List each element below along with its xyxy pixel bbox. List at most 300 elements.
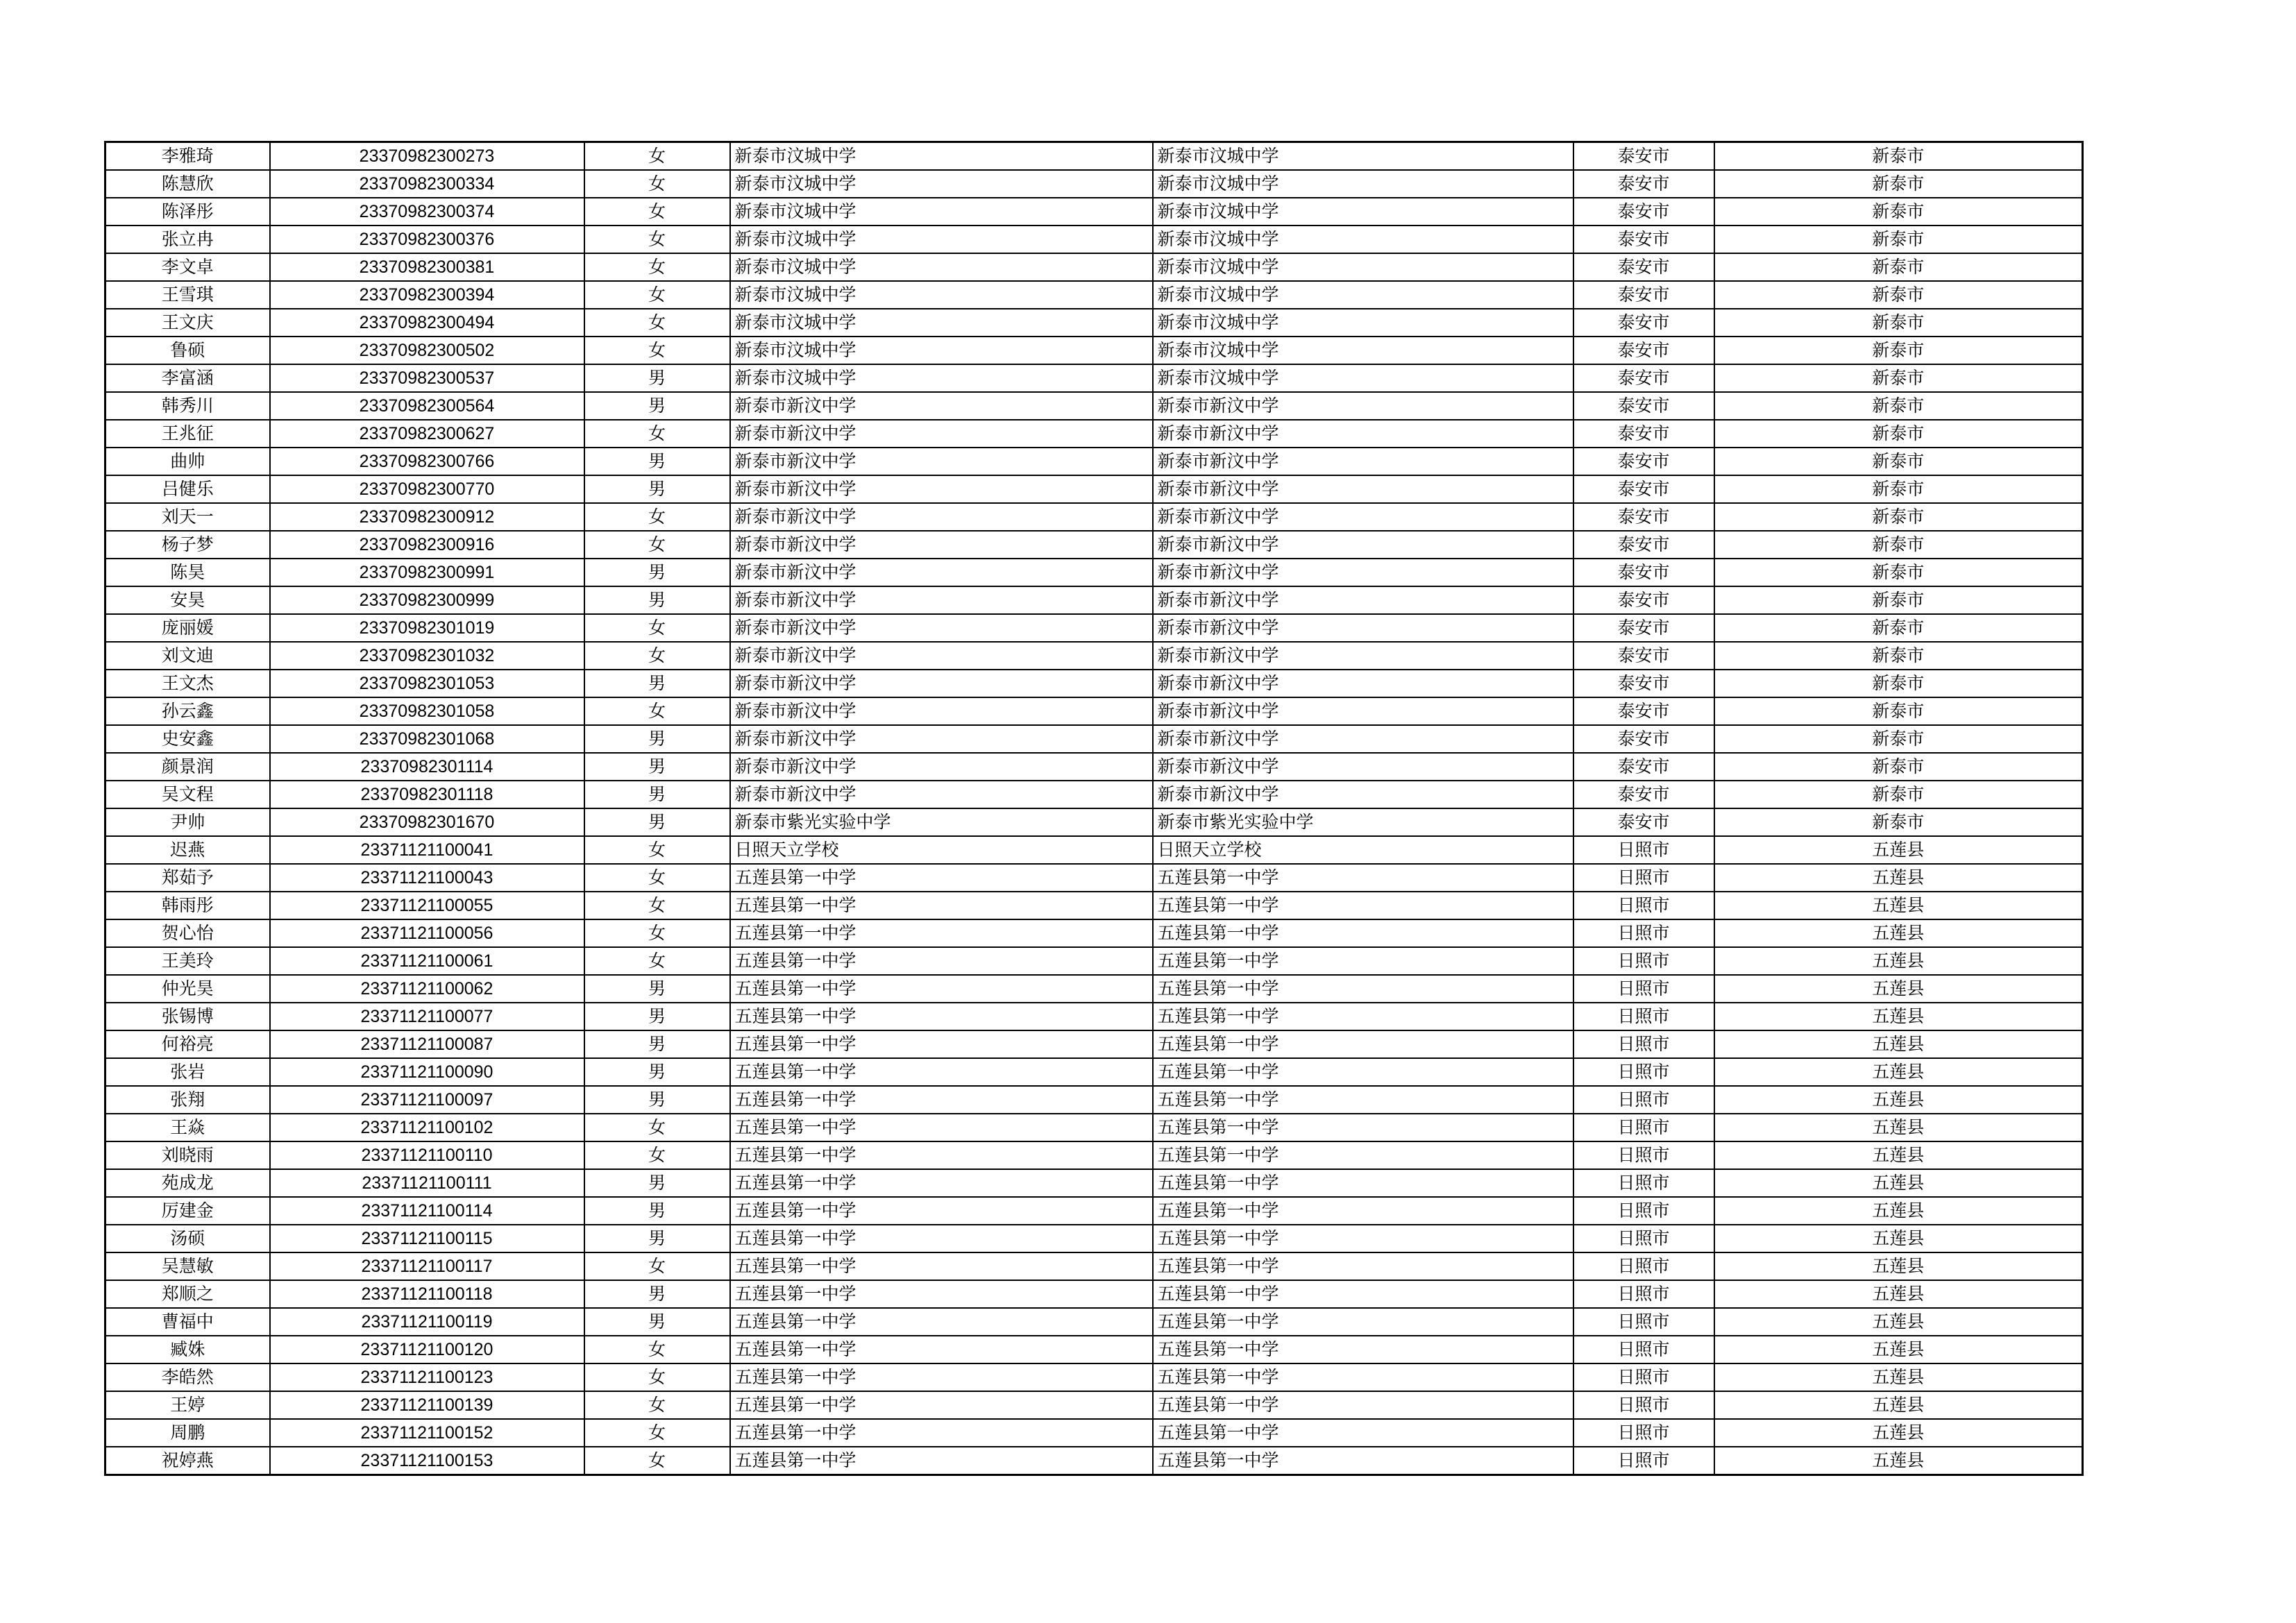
table-row <box>105 892 2083 919</box>
city-cell: 日照市 <box>1573 1114 1714 1141</box>
name-cell: 刘文迪 <box>105 642 270 670</box>
name-cell: 杨子梦 <box>105 531 270 559</box>
id-cell: 23371121100055 <box>270 892 584 919</box>
school-cell: 五莲县第一中学 <box>730 1030 1153 1058</box>
id-cell: 23370982300770 <box>270 475 584 503</box>
id-cell: 23370982300334 <box>270 170 584 198</box>
id-cell: 23370982300916 <box>270 531 584 559</box>
district-cell: 新泰市 <box>1714 670 2083 697</box>
school-cell: 新泰市新汶中学 <box>730 392 1153 420</box>
sex-cell: 女 <box>584 642 730 670</box>
id-cell: 23370982300912 <box>270 503 584 531</box>
district-cell: 新泰市 <box>1714 475 2083 503</box>
school-cell: 新泰市新汶中学 <box>730 448 1153 475</box>
district-cell: 五莲县 <box>1714 1308 2083 1336</box>
sex-cell: 女 <box>584 1336 730 1363</box>
sex-cell: 男 <box>584 975 730 1003</box>
table-row <box>105 392 2083 420</box>
school-cell: 五莲县第一中学 <box>730 1447 1153 1475</box>
school-cell-2: 五莲县第一中学 <box>1153 1030 1573 1058</box>
city-cell: 日照市 <box>1573 1030 1714 1058</box>
school-cell-2: 新泰市新汶中学 <box>1153 614 1573 642</box>
table-row <box>105 1336 2083 1363</box>
id-cell: 23370982300376 <box>270 226 584 253</box>
table-row <box>105 808 2083 836</box>
school-cell-2: 新泰市新汶中学 <box>1153 392 1573 420</box>
school-cell-2: 五莲县第一中学 <box>1153 1308 1573 1336</box>
school-cell: 新泰市新汶中学 <box>730 586 1153 614</box>
school-cell-2: 新泰市汶城中学 <box>1153 281 1573 309</box>
district-cell: 五莲县 <box>1714 1419 2083 1447</box>
table-row <box>105 642 2083 670</box>
city-cell: 泰安市 <box>1573 337 1714 364</box>
table-row <box>105 198 2083 226</box>
city-cell: 泰安市 <box>1573 392 1714 420</box>
id-cell: 23370982300381 <box>270 253 584 281</box>
name-cell: 庞丽媛 <box>105 614 270 642</box>
district-cell: 新泰市 <box>1714 753 2083 781</box>
school-cell-2: 新泰市汶城中学 <box>1153 170 1573 198</box>
sex-cell: 女 <box>584 281 730 309</box>
id-cell: 23370982301053 <box>270 670 584 697</box>
city-cell: 泰安市 <box>1573 198 1714 226</box>
table-row <box>105 170 2083 198</box>
id-cell: 23371121100120 <box>270 1336 584 1363</box>
sex-cell: 女 <box>584 836 730 864</box>
name-cell: 吕健乐 <box>105 475 270 503</box>
name-cell: 韩秀川 <box>105 392 270 420</box>
city-cell: 日照市 <box>1573 975 1714 1003</box>
sex-cell: 女 <box>584 892 730 919</box>
school-cell: 五莲县第一中学 <box>730 1086 1153 1114</box>
name-cell: 曲帅 <box>105 448 270 475</box>
school-cell: 五莲县第一中学 <box>730 1419 1153 1447</box>
sex-cell: 男 <box>584 1197 730 1225</box>
name-cell: 王雪琪 <box>105 281 270 309</box>
sex-cell: 女 <box>584 1447 730 1475</box>
id-cell: 23371121100077 <box>270 1003 584 1030</box>
table-row <box>105 781 2083 808</box>
table-row <box>105 1419 2083 1447</box>
school-cell-2: 五莲县第一中学 <box>1153 1252 1573 1280</box>
district-cell: 新泰市 <box>1714 142 2083 171</box>
city-cell: 日照市 <box>1573 1086 1714 1114</box>
id-cell: 23370982301058 <box>270 697 584 725</box>
city-cell: 泰安市 <box>1573 642 1714 670</box>
sex-cell: 男 <box>584 475 730 503</box>
school-cell-2: 新泰市新汶中学 <box>1153 531 1573 559</box>
id-cell: 23370982300991 <box>270 559 584 586</box>
district-cell: 新泰市 <box>1714 642 2083 670</box>
sex-cell: 男 <box>584 670 730 697</box>
school-cell-2: 五莲县第一中学 <box>1153 1280 1573 1308</box>
name-cell: 何裕亮 <box>105 1030 270 1058</box>
id-cell: 23370982301032 <box>270 642 584 670</box>
city-cell: 日照市 <box>1573 1419 1714 1447</box>
sex-cell: 女 <box>584 614 730 642</box>
name-cell: 张立冉 <box>105 226 270 253</box>
district-cell: 新泰市 <box>1714 448 2083 475</box>
sex-cell: 女 <box>584 864 730 892</box>
district-cell: 新泰市 <box>1714 226 2083 253</box>
city-cell: 日照市 <box>1573 864 1714 892</box>
district-cell: 新泰市 <box>1714 531 2083 559</box>
school-cell: 五莲县第一中学 <box>730 1141 1153 1169</box>
sex-cell: 男 <box>584 725 730 753</box>
table-row <box>105 1391 2083 1419</box>
district-cell: 五莲县 <box>1714 1252 2083 1280</box>
id-cell: 23371121100119 <box>270 1308 584 1336</box>
school-cell-2: 新泰市新汶中学 <box>1153 697 1573 725</box>
school-cell: 新泰市新汶中学 <box>730 670 1153 697</box>
city-cell: 日照市 <box>1573 1197 1714 1225</box>
id-cell: 23370982300564 <box>270 392 584 420</box>
name-cell: 郑茹予 <box>105 864 270 892</box>
table-row <box>105 1114 2083 1141</box>
table-row <box>105 253 2083 281</box>
table-row <box>105 614 2083 642</box>
id-cell: 23371121100056 <box>270 919 584 947</box>
sex-cell: 女 <box>584 697 730 725</box>
school-cell: 新泰市新汶中学 <box>730 420 1153 448</box>
sex-cell: 女 <box>584 142 730 171</box>
school-cell: 新泰市新汶中学 <box>730 753 1153 781</box>
id-cell: 23371121100117 <box>270 1252 584 1280</box>
name-cell: 曹福中 <box>105 1308 270 1336</box>
school-cell: 新泰市新汶中学 <box>730 642 1153 670</box>
school-cell-2: 新泰市新汶中学 <box>1153 642 1573 670</box>
district-cell: 新泰市 <box>1714 725 2083 753</box>
school-cell-2: 五莲县第一中学 <box>1153 1336 1573 1363</box>
id-cell: 23371121100102 <box>270 1114 584 1141</box>
name-cell: 李富涵 <box>105 364 270 392</box>
school-cell: 五莲县第一中学 <box>730 975 1153 1003</box>
city-cell: 日照市 <box>1573 947 1714 975</box>
city-cell: 日照市 <box>1573 1058 1714 1086</box>
school-cell: 五莲县第一中学 <box>730 1252 1153 1280</box>
school-cell-2: 五莲县第一中学 <box>1153 1225 1573 1252</box>
id-cell: 23371121100041 <box>270 836 584 864</box>
district-cell: 五莲县 <box>1714 1336 2083 1363</box>
school-cell-2: 五莲县第一中学 <box>1153 1086 1573 1114</box>
city-cell: 泰安市 <box>1573 226 1714 253</box>
name-cell: 史安鑫 <box>105 725 270 753</box>
sex-cell: 男 <box>584 1086 730 1114</box>
district-cell: 五莲县 <box>1714 1058 2083 1086</box>
district-cell: 五莲县 <box>1714 1114 2083 1141</box>
district-cell: 新泰市 <box>1714 364 2083 392</box>
school-cell-2: 新泰市新汶中学 <box>1153 670 1573 697</box>
school-cell-2: 新泰市新汶中学 <box>1153 420 1573 448</box>
district-cell: 五莲县 <box>1714 1447 2083 1475</box>
city-cell: 泰安市 <box>1573 420 1714 448</box>
table-row <box>105 142 2083 171</box>
table-row <box>105 559 2083 586</box>
city-cell: 日照市 <box>1573 1252 1714 1280</box>
id-cell: 23371121100115 <box>270 1225 584 1252</box>
school-cell: 新泰市汶城中学 <box>730 337 1153 364</box>
table-row <box>105 1252 2083 1280</box>
school-cell: 五莲县第一中学 <box>730 919 1153 947</box>
sex-cell: 女 <box>584 309 730 337</box>
city-cell: 日照市 <box>1573 836 1714 864</box>
id-cell: 23370982300394 <box>270 281 584 309</box>
school-cell-2: 五莲县第一中学 <box>1153 947 1573 975</box>
district-cell: 新泰市 <box>1714 309 2083 337</box>
name-cell: 孙云鑫 <box>105 697 270 725</box>
school-cell-2: 五莲县第一中学 <box>1153 919 1573 947</box>
id-cell: 23370982300273 <box>270 142 584 171</box>
id-cell: 23371121100043 <box>270 864 584 892</box>
city-cell: 日照市 <box>1573 1141 1714 1169</box>
name-cell: 王文杰 <box>105 670 270 697</box>
district-cell: 新泰市 <box>1714 170 2083 198</box>
id-cell: 23371121100118 <box>270 1280 584 1308</box>
school-cell-2: 新泰市汶城中学 <box>1153 337 1573 364</box>
name-cell: 安昊 <box>105 586 270 614</box>
city-cell: 日照市 <box>1573 1280 1714 1308</box>
school-cell: 新泰市新汶中学 <box>730 697 1153 725</box>
name-cell: 李雅琦 <box>105 142 270 171</box>
district-cell: 五莲县 <box>1714 919 2083 947</box>
school-cell-2: 新泰市新汶中学 <box>1153 781 1573 808</box>
sex-cell: 男 <box>584 1225 730 1252</box>
id-cell: 23371121100062 <box>270 975 584 1003</box>
school-cell: 新泰市汶城中学 <box>730 364 1153 392</box>
school-cell-2: 新泰市新汶中学 <box>1153 503 1573 531</box>
city-cell: 泰安市 <box>1573 670 1714 697</box>
city-cell: 泰安市 <box>1573 559 1714 586</box>
school-cell-2: 五莲县第一中学 <box>1153 1169 1573 1197</box>
school-cell: 五莲县第一中学 <box>730 1391 1153 1419</box>
school-cell-2: 五莲县第一中学 <box>1153 1419 1573 1447</box>
district-cell: 五莲县 <box>1714 892 2083 919</box>
sex-cell: 男 <box>584 1058 730 1086</box>
table-row <box>105 309 2083 337</box>
school-cell-2: 新泰市汶城中学 <box>1153 364 1573 392</box>
id-cell: 23370982301068 <box>270 725 584 753</box>
city-cell: 泰安市 <box>1573 309 1714 337</box>
school-cell: 五莲县第一中学 <box>730 892 1153 919</box>
name-cell: 陈慧欣 <box>105 170 270 198</box>
city-cell: 日照市 <box>1573 892 1714 919</box>
sex-cell: 女 <box>584 919 730 947</box>
name-cell: 陈昊 <box>105 559 270 586</box>
school-cell-2: 五莲县第一中学 <box>1153 1114 1573 1141</box>
sex-cell: 女 <box>584 1419 730 1447</box>
district-cell: 五莲县 <box>1714 975 2083 1003</box>
sex-cell: 女 <box>584 1141 730 1169</box>
sex-cell: 男 <box>584 559 730 586</box>
sex-cell: 男 <box>584 586 730 614</box>
school-cell: 五莲县第一中学 <box>730 1197 1153 1225</box>
table-row <box>105 1447 2083 1475</box>
id-cell: 23371121100139 <box>270 1391 584 1419</box>
city-cell: 泰安市 <box>1573 781 1714 808</box>
school-cell: 新泰市汶城中学 <box>730 170 1153 198</box>
name-cell: 刘晓雨 <box>105 1141 270 1169</box>
table-row <box>105 697 2083 725</box>
school-cell: 五莲县第一中学 <box>730 1169 1153 1197</box>
school-cell-2: 五莲县第一中学 <box>1153 1197 1573 1225</box>
id-cell: 23371121100087 <box>270 1030 584 1058</box>
district-cell: 五莲县 <box>1714 1363 2083 1391</box>
table-row <box>105 531 2083 559</box>
name-cell: 周鹏 <box>105 1419 270 1447</box>
school-cell: 五莲县第一中学 <box>730 1225 1153 1252</box>
city-cell: 日照市 <box>1573 1169 1714 1197</box>
id-cell: 23370982301114 <box>270 753 584 781</box>
id-cell: 23370982300999 <box>270 586 584 614</box>
name-cell: 厉建金 <box>105 1197 270 1225</box>
school-cell: 新泰市新汶中学 <box>730 781 1153 808</box>
name-cell: 尹帅 <box>105 808 270 836</box>
school-cell-2: 五莲县第一中学 <box>1153 892 1573 919</box>
city-cell: 泰安市 <box>1573 170 1714 198</box>
school-cell-2: 新泰市紫光实验中学 <box>1153 808 1573 836</box>
sex-cell: 男 <box>584 1308 730 1336</box>
name-cell: 贺心怡 <box>105 919 270 947</box>
city-cell: 泰安市 <box>1573 448 1714 475</box>
sex-cell: 男 <box>584 1030 730 1058</box>
sex-cell: 女 <box>584 198 730 226</box>
city-cell: 泰安市 <box>1573 586 1714 614</box>
district-cell: 新泰市 <box>1714 559 2083 586</box>
sex-cell: 女 <box>584 170 730 198</box>
school-cell: 新泰市新汶中学 <box>730 559 1153 586</box>
table-row <box>105 1308 2083 1336</box>
sex-cell: 女 <box>584 337 730 364</box>
school-cell: 新泰市汶城中学 <box>730 281 1153 309</box>
id-cell: 23370982300627 <box>270 420 584 448</box>
school-cell-2: 新泰市汶城中学 <box>1153 142 1573 171</box>
table-row <box>105 864 2083 892</box>
id-cell: 23370982300502 <box>270 337 584 364</box>
district-cell: 新泰市 <box>1714 781 2083 808</box>
city-cell: 泰安市 <box>1573 475 1714 503</box>
district-cell: 五莲县 <box>1714 1030 2083 1058</box>
school-cell: 新泰市新汶中学 <box>730 614 1153 642</box>
school-cell-2: 五莲县第一中学 <box>1153 1141 1573 1169</box>
name-cell: 苑成龙 <box>105 1169 270 1197</box>
table-row <box>105 1197 2083 1225</box>
district-cell: 新泰市 <box>1714 586 2083 614</box>
sex-cell: 女 <box>584 1363 730 1391</box>
id-cell: 23371121100110 <box>270 1141 584 1169</box>
district-cell: 五莲县 <box>1714 864 2083 892</box>
table-row <box>105 947 2083 975</box>
name-cell: 吴文程 <box>105 781 270 808</box>
city-cell: 日照市 <box>1573 1308 1714 1336</box>
school-cell-2: 新泰市新汶中学 <box>1153 586 1573 614</box>
table-row <box>105 586 2083 614</box>
district-cell: 新泰市 <box>1714 281 2083 309</box>
school-cell-2: 日照天立学校 <box>1153 836 1573 864</box>
name-cell: 王婷 <box>105 1391 270 1419</box>
name-cell: 韩雨彤 <box>105 892 270 919</box>
name-cell: 王焱 <box>105 1114 270 1141</box>
id-cell: 23371121100152 <box>270 1419 584 1447</box>
table-body <box>105 142 2083 1475</box>
school-cell-2: 新泰市汶城中学 <box>1153 198 1573 226</box>
school-cell: 五莲县第一中学 <box>730 1336 1153 1363</box>
name-cell: 汤硕 <box>105 1225 270 1252</box>
city-cell: 泰安市 <box>1573 531 1714 559</box>
table-row <box>105 1058 2083 1086</box>
sex-cell: 男 <box>584 392 730 420</box>
table-row <box>105 226 2083 253</box>
sex-cell: 男 <box>584 753 730 781</box>
school-cell-2: 新泰市新汶中学 <box>1153 559 1573 586</box>
name-cell: 鲁硕 <box>105 337 270 364</box>
name-cell: 王兆征 <box>105 420 270 448</box>
school-cell-2: 五莲县第一中学 <box>1153 975 1573 1003</box>
table-row <box>105 1280 2083 1308</box>
name-cell: 吴慧敏 <box>105 1252 270 1280</box>
name-cell: 迟燕 <box>105 836 270 864</box>
district-cell: 五莲县 <box>1714 947 2083 975</box>
city-cell: 泰安市 <box>1573 808 1714 836</box>
school-cell: 新泰市新汶中学 <box>730 475 1153 503</box>
id-cell: 23370982300374 <box>270 198 584 226</box>
district-cell: 五莲县 <box>1714 1391 2083 1419</box>
student-roster-table <box>104 141 2084 1476</box>
district-cell: 新泰市 <box>1714 503 2083 531</box>
school-cell: 新泰市汶城中学 <box>730 142 1153 171</box>
id-cell: 23371121100114 <box>270 1197 584 1225</box>
table-row <box>105 364 2083 392</box>
id-cell: 23370982300494 <box>270 309 584 337</box>
school-cell: 五莲县第一中学 <box>730 1363 1153 1391</box>
sex-cell: 男 <box>584 1003 730 1030</box>
table-row <box>105 337 2083 364</box>
id-cell: 23371121100090 <box>270 1058 584 1086</box>
school-cell: 五莲县第一中学 <box>730 1114 1153 1141</box>
id-cell: 23371121100153 <box>270 1447 584 1475</box>
school-cell: 新泰市新汶中学 <box>730 531 1153 559</box>
district-cell: 新泰市 <box>1714 420 2083 448</box>
table-row <box>105 1225 2083 1252</box>
district-cell: 五莲县 <box>1714 1003 2083 1030</box>
school-cell: 日照天立学校 <box>730 836 1153 864</box>
id-cell: 23371121100097 <box>270 1086 584 1114</box>
school-cell-2: 新泰市汶城中学 <box>1153 226 1573 253</box>
school-cell: 新泰市汶城中学 <box>730 253 1153 281</box>
name-cell: 李皓然 <box>105 1363 270 1391</box>
district-cell: 五莲县 <box>1714 1280 2083 1308</box>
school-cell-2: 新泰市新汶中学 <box>1153 475 1573 503</box>
table-row <box>105 753 2083 781</box>
sex-cell: 男 <box>584 808 730 836</box>
name-cell: 王美玲 <box>105 947 270 975</box>
city-cell: 泰安市 <box>1573 281 1714 309</box>
district-cell: 新泰市 <box>1714 808 2083 836</box>
id-cell: 23370982301019 <box>270 614 584 642</box>
school-cell-2: 新泰市汶城中学 <box>1153 309 1573 337</box>
name-cell: 张岩 <box>105 1058 270 1086</box>
table-row <box>105 975 2083 1003</box>
city-cell: 泰安市 <box>1573 503 1714 531</box>
district-cell: 五莲县 <box>1714 1141 2083 1169</box>
district-cell: 新泰市 <box>1714 253 2083 281</box>
name-cell: 祝婷燕 <box>105 1447 270 1475</box>
district-cell: 五莲县 <box>1714 836 2083 864</box>
city-cell: 泰安市 <box>1573 725 1714 753</box>
sex-cell: 男 <box>584 1169 730 1197</box>
school-cell-2: 五莲县第一中学 <box>1153 1003 1573 1030</box>
sex-cell: 女 <box>584 226 730 253</box>
district-cell: 新泰市 <box>1714 337 2083 364</box>
